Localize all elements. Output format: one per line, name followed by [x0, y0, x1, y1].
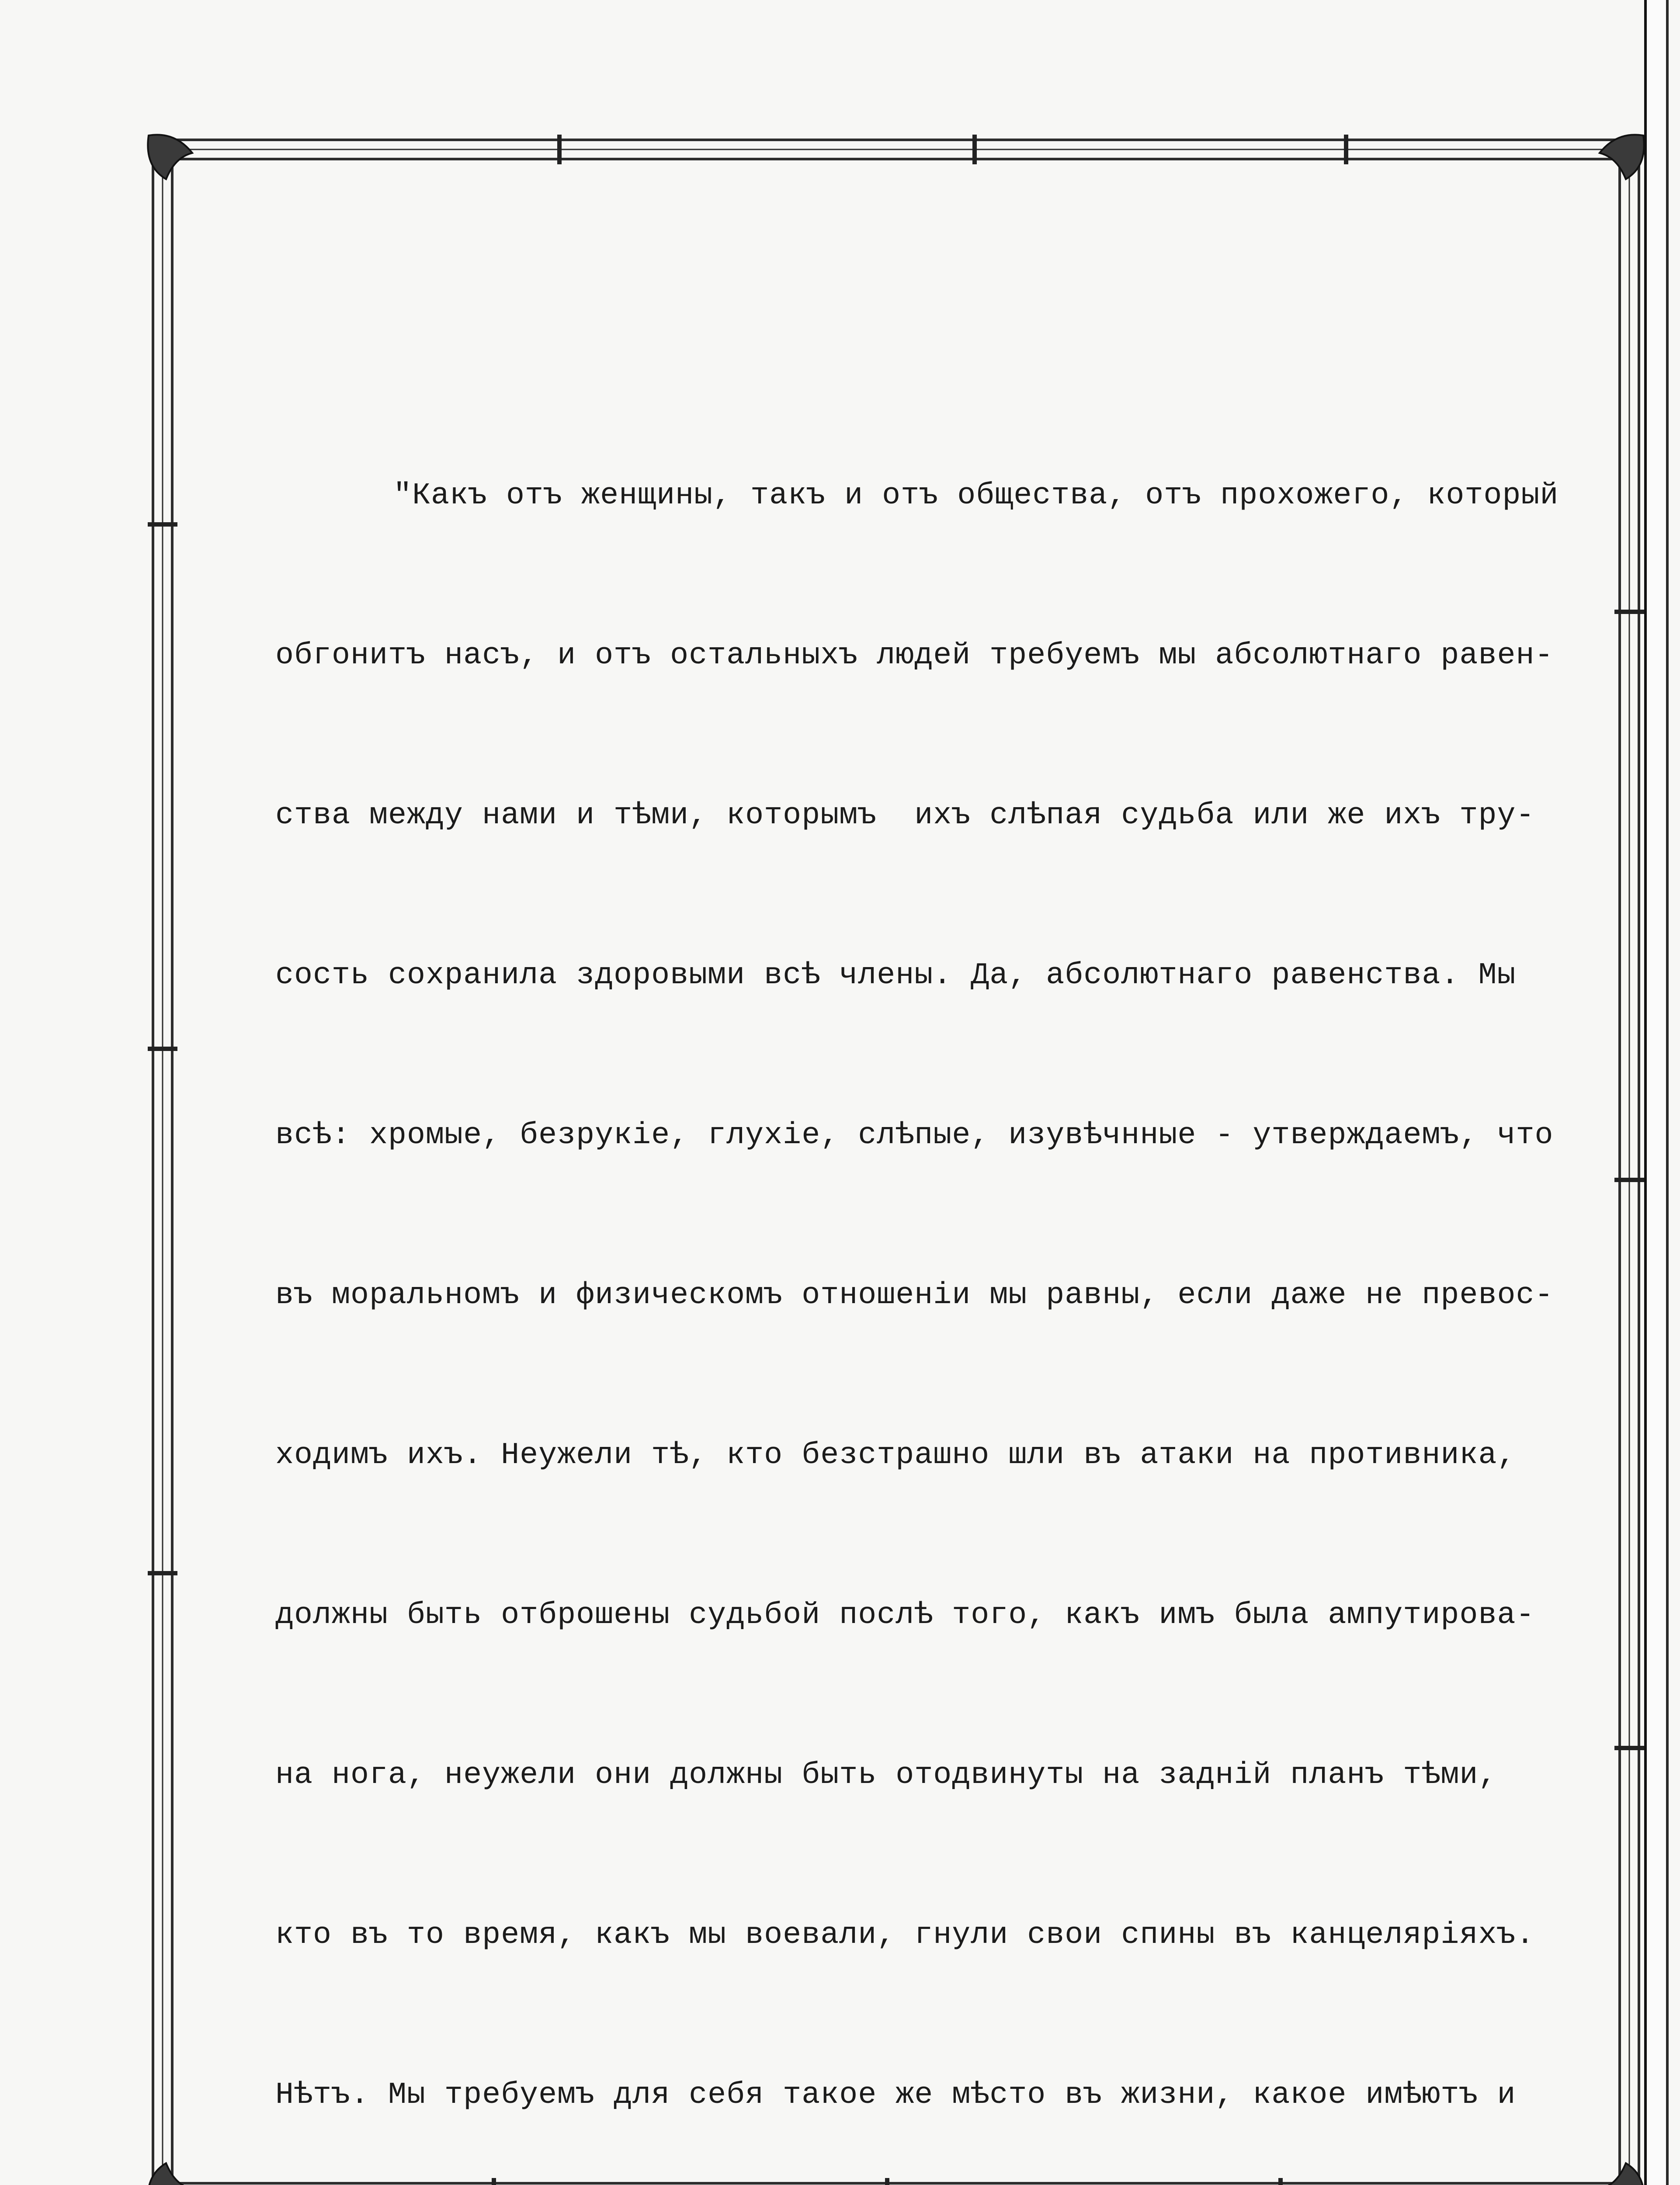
quote-line: Нѣтъ. Мы требуемъ для себя такое же мѣсто въ жизни, какое имѣютъ и: [275, 2078, 1516, 2112]
page-edge-line: [1666, 0, 1669, 2185]
quote-line: сость сохранила здоровыми всѣ члены. Да, абсолютнаго равенства. Мы: [275, 958, 1516, 993]
quote-line: ходимъ ихъ. Неужели тѣ, кто безстрашно шли въ атаки на противника,: [275, 1438, 1516, 1473]
document-body: [275, 363, 1565, 2185]
quote-line: ства между нами и тѣми, которымъ ихъ слѣпая судьба или же ихъ тру-: [275, 798, 1535, 833]
quote-line: кто въ то время, какъ мы воевали, гнули свои спины въ канцеляріяхъ.: [275, 1918, 1535, 1953]
quote-line: должны быть отброшены судьбой послѣ того, какъ имъ была ампутирова-: [275, 1598, 1535, 1633]
quote-line: обгонитъ насъ, и отъ остальныхъ людей требуемъ мы абсолютнаго равен-: [275, 638, 1554, 673]
quote-line: "Какъ отъ женщины, такъ и отъ общества, отъ прохожего, который: [393, 479, 1559, 513]
quote-line: въ моральномъ и физическомъ отношеніи мы равны, если даже не превос-: [275, 1278, 1554, 1313]
quote-line: на нога, неужели они должны быть отодвинуты на задній планъ тѣми,: [275, 1758, 1497, 1793]
quote-line: всѣ: хромые, безрукіе, глухіе, слѣпые, изувѣчнные - утверждаемъ, что: [275, 1118, 1554, 1153]
